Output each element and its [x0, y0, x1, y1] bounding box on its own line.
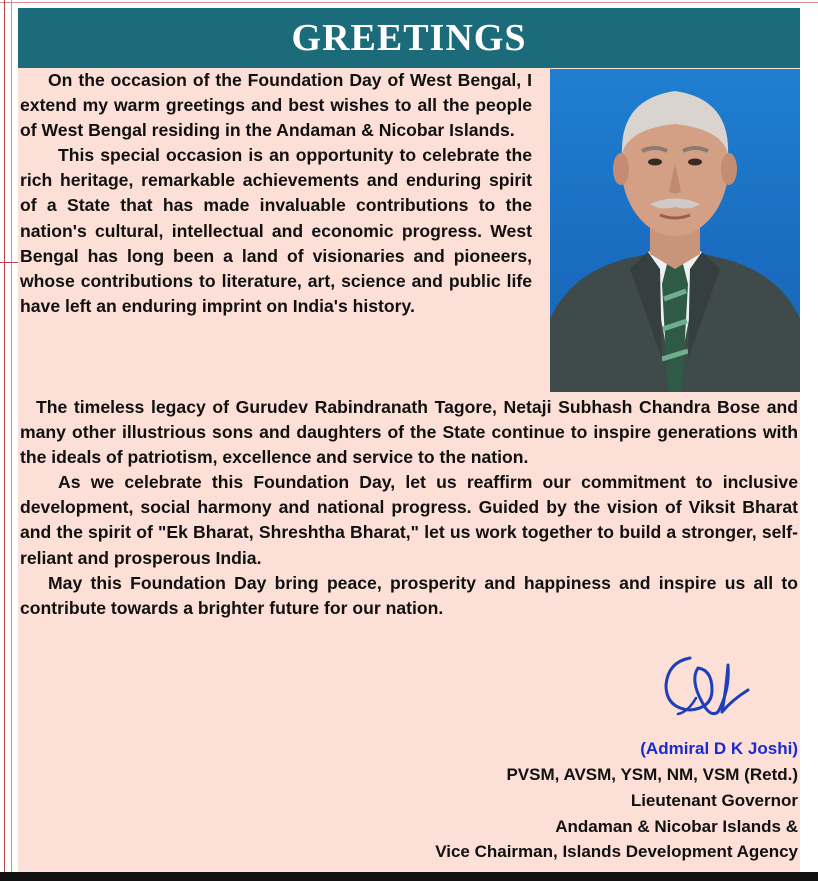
portrait-image	[550, 69, 800, 392]
message-paragraph-3: The timeless legacy of Gurudev Rabindranath Tagore, Netaji Subhash Chandra Bose and many other illustrious sons and daughters of the State continue to inspire generations with the ideals of patriotism, excellence and service to the nation.	[20, 397, 798, 468]
message-upper	[20, 68, 532, 319]
frame-line-left-inner	[11, 0, 12, 881]
frame-tick	[0, 262, 18, 263]
greeting-header	[18, 8, 800, 68]
message-paragraph-2: This special occasion is an opportunity to celebrate the rich heritage, remarkable achievements and enduring spirit of a State that has made invaluable contributions to the nation's cultural, intellectual and economic progress. West Bengal has long been a land of visionaries and pioneers, whose contributions to literature, art, science and public life have left an enduring imprint on India's history.	[20, 145, 532, 316]
signatory-name: (Admiral D K Joshi)	[640, 739, 798, 758]
message-lower	[20, 395, 798, 621]
message-paragraph-1: On the occasion of the Foundation Day of West Bengal, I extend my warm greetings and best wishes to all the people of West Bengal residing in the Andaman & Nicobar Islands.	[20, 70, 532, 141]
page-title: GREETINGS	[291, 17, 527, 59]
message-paragraph-5: May this Foundation Day bring peace, prosperity and happiness and inspire us all to contribute towards a brighter future for our nation.	[20, 572, 798, 618]
signatory-region: Andaman & Nicobar Islands &	[555, 817, 798, 836]
frame-line-left	[4, 0, 5, 881]
signature	[660, 650, 760, 725]
frame-line-top	[0, 2, 818, 3]
message-paragraph-4: As we celebrate this Foundation Day, let us reaffirm our commitment to inclusive development, social harmony and national progress. Guided by the vision of Viksit Bharat and the spirit of "Ek Bharat, Shreshtha Bharat," let us work together to build a stronger, self-reliant and prosperous India.	[20, 472, 798, 568]
signatory-honours: PVSM, AVSM, YSM, NM, VSM (Retd.)	[506, 765, 798, 784]
signatory-additional-role: Vice Chairman, Islands Development Agency	[435, 842, 798, 861]
signatory-title: Lieutenant Governor	[630, 791, 798, 810]
bottom-border	[0, 872, 818, 881]
portrait-photo	[550, 69, 800, 392]
